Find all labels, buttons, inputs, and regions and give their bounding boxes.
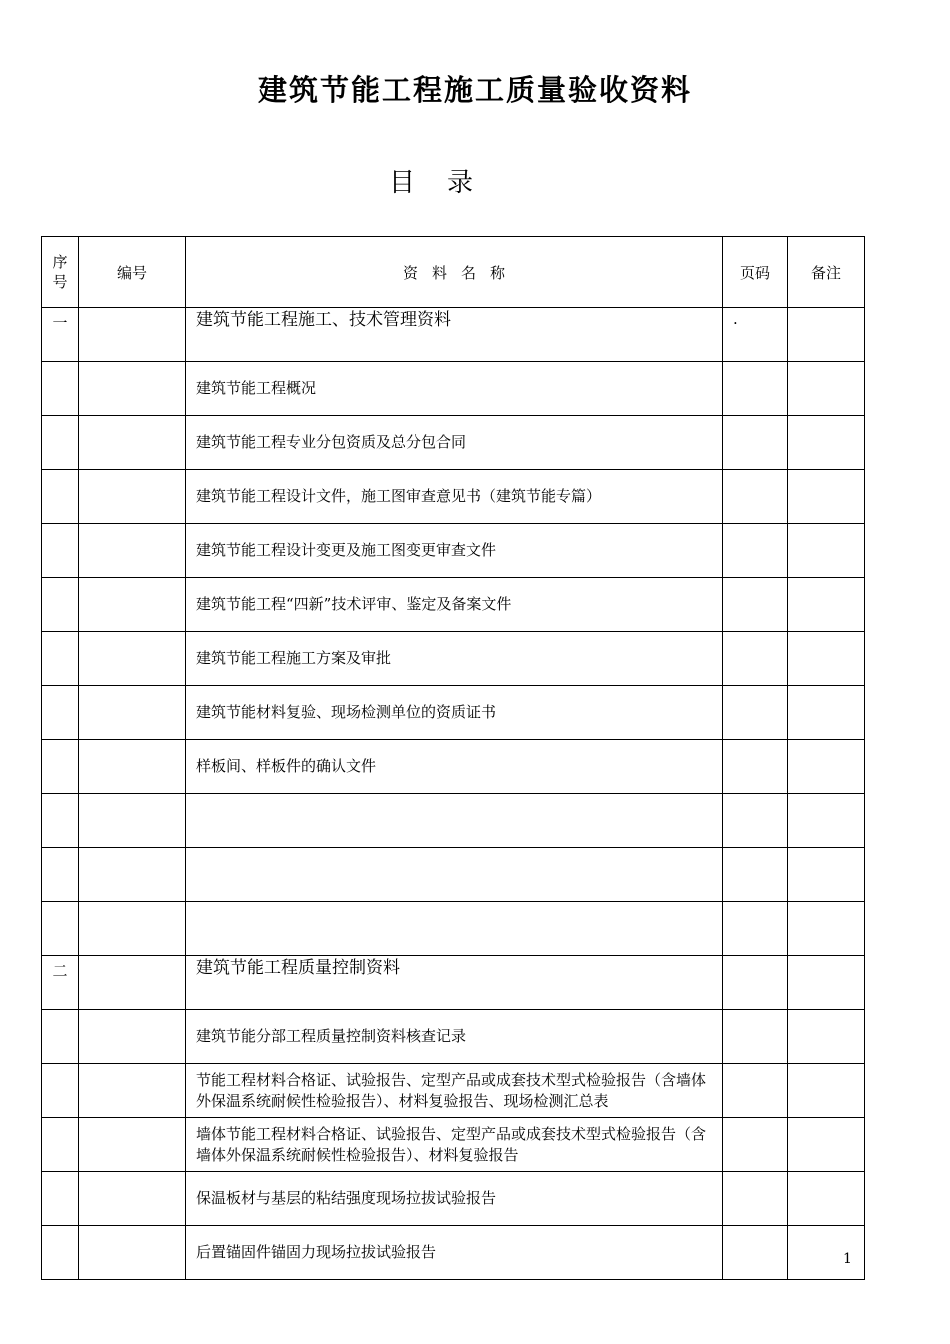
remarks-cell [788,578,865,632]
item-name-cell: 建筑节能分部工程质量控制资料核查记录 [186,1010,723,1064]
table-row [42,1118,865,1172]
table-row [42,524,865,578]
item-name-cell: 墙体节能工程材料合格证、试验报告、定型产品或成套技术型式检验报告（含墙体外保温系统耐候性检验报告）、材料复验报告 [186,1118,723,1172]
code-cell [79,1064,186,1118]
page-number: 1 [843,1251,852,1267]
remarks-cell [788,848,865,902]
item-name-cell [186,902,723,956]
page-cell: . [723,308,788,362]
item-name-cell: 节能工程材料合格证、试验报告、定型产品或成套技术型式检验报告（含墙体外保温系统耐候性检验报告）、材料复验报告、现场检测汇总表 [186,1064,723,1118]
page-cell [723,524,788,578]
header-seq-line-1: 序 [52,253,68,271]
page-cell [723,470,788,524]
page-cell [723,362,788,416]
table-row [42,632,865,686]
seq-cell [42,632,79,686]
page-cell [723,578,788,632]
page-cell [723,416,788,470]
item-name-cell: 建筑节能工程“四新”技术评审、鉴定及备案文件 [186,578,723,632]
page-cell [723,1064,788,1118]
remarks-cell [788,308,865,362]
remarks-cell [788,632,865,686]
item-name-cell: 样板间、样板件的确认文件 [186,740,723,794]
code-cell [79,1118,186,1172]
remarks-cell [788,1010,865,1064]
seq-cell: 一 [42,308,79,362]
seq-cell [42,524,79,578]
table-row [42,362,865,416]
item-name-cell: 建筑节能工程施工方案及审批 [186,632,723,686]
item-name-cell: 保温板材与基层的粘结强度现场拉拔试验报告 [186,1172,723,1226]
remarks-cell [788,1118,865,1172]
table-row [42,1010,865,1064]
page-cell [723,740,788,794]
seq-cell [42,740,79,794]
code-cell [79,1010,186,1064]
table-row [42,416,865,470]
seq-cell [42,902,79,956]
item-name-cell: 建筑节能工程专业分包资质及总分包合同 [186,416,723,470]
code-cell [79,848,186,902]
seq-cell [42,686,79,740]
remarks-cell [788,794,865,848]
code-cell [79,470,186,524]
seq-cell [42,1118,79,1172]
code-cell [79,740,186,794]
header-name [186,237,723,308]
code-cell [79,524,186,578]
page-cell [723,956,788,1010]
item-name-cell [186,848,723,902]
code-cell [79,686,186,740]
page-cell [723,794,788,848]
table-row [42,794,865,848]
toc-heading [0,162,862,199]
code-cell [79,416,186,470]
page-cell [723,902,788,956]
section-title-cell: 建筑节能工程施工、技术管理资料 [186,308,723,362]
seq-cell [42,794,79,848]
seq-cell [42,1172,79,1226]
page-cell [723,1010,788,1064]
header-seq [42,237,79,308]
header-name-label: 资料名称 [402,263,519,282]
table-row [42,740,865,794]
seq-cell [42,848,79,902]
item-name-cell: 建筑节能工程概况 [186,362,723,416]
seq-cell [42,1226,79,1280]
table-row [42,902,865,956]
header-page: 页码 [723,237,788,308]
remarks-cell [788,686,865,740]
code-cell [79,308,186,362]
seq-cell [42,416,79,470]
code-cell [79,1172,186,1226]
seq-cell [42,362,79,416]
remarks-cell [788,524,865,578]
remarks-cell [788,1172,865,1226]
remarks-cell [788,956,865,1010]
table-row [42,848,865,902]
code-cell [79,578,186,632]
table-row [42,1064,865,1118]
toc-table [41,236,865,1280]
page-cell [723,848,788,902]
remarks-cell [788,470,865,524]
item-name-cell: 建筑节能工程设计变更及施工图变更审查文件 [186,524,723,578]
table-row [42,1172,865,1226]
header-remarks: 备注 [788,237,865,308]
item-name-cell: 建筑节能工程设计文件，施工图审查意见书（建筑节能专篇） [186,470,723,524]
remarks-cell [788,740,865,794]
page-cell [723,686,788,740]
remarks-cell [788,1064,865,1118]
code-cell [79,794,186,848]
code-cell [79,632,186,686]
toc-body [42,308,865,1280]
header-code: 编号 [79,237,186,308]
toc-heading-char-1: 目 [388,168,415,198]
remarks-cell [788,416,865,470]
page-cell [723,1226,788,1280]
item-name-cell: 后置锚固件锚固力现场拉拔试验报告 [186,1226,723,1280]
table-section-row [42,308,865,362]
code-cell [79,956,186,1010]
item-name-cell [186,794,723,848]
table-row [42,686,865,740]
seq-cell [42,470,79,524]
table-row [42,578,865,632]
table-row [42,470,865,524]
code-cell [79,902,186,956]
remarks-cell [788,1226,865,1280]
seq-cell [42,1064,79,1118]
header-seq-line-2: 号 [52,273,68,291]
remarks-cell [788,902,865,956]
document-title: 建筑节能工程施工质量验收资料 [257,73,692,107]
page-cell [723,1172,788,1226]
table-row [42,1226,865,1280]
section-title-cell: 建筑节能工程质量控制资料 [186,956,723,1010]
code-cell [79,362,186,416]
code-cell [79,1226,186,1280]
table-section-row [42,956,865,1010]
toc-heading-char-2: 录 [447,168,474,198]
seq-cell: 二 [42,956,79,1010]
toc-header-row [42,237,865,308]
seq-cell [42,1010,79,1064]
page-cell [723,632,788,686]
page-cell [723,1118,788,1172]
item-name-cell: 建筑节能材料复验、现场检测单位的资质证书 [186,686,723,740]
remarks-cell [788,362,865,416]
seq-cell [42,578,79,632]
